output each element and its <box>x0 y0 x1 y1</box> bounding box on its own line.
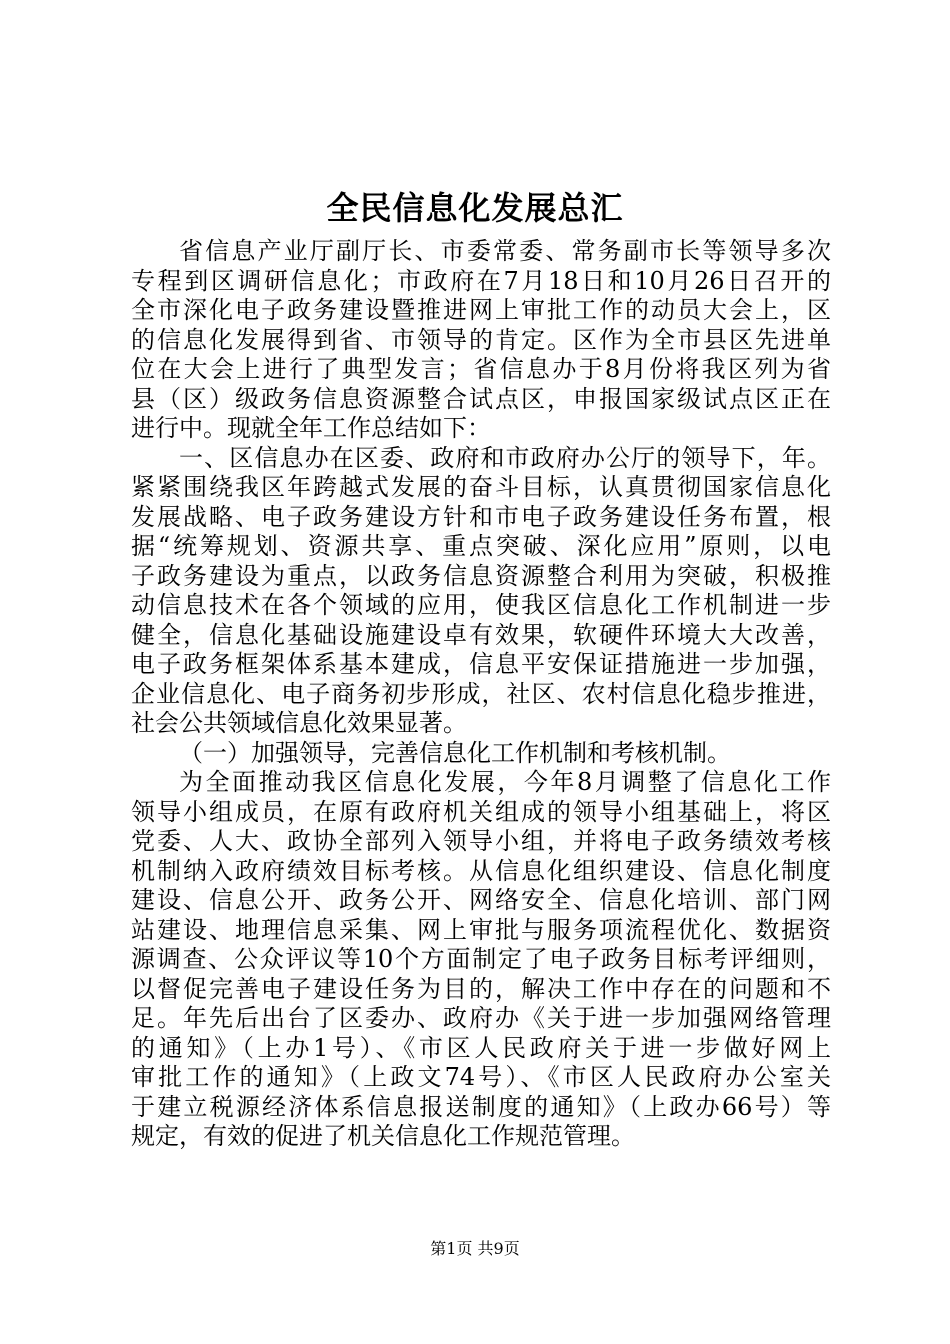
paragraph-line: 健全，信息化基础设施建设卓有效果，软硬件环境大大改善， <box>131 621 831 649</box>
paragraph-line: 县（区）级政务信息资源整合试点区，申报国家级试点区正在 <box>131 385 831 413</box>
paragraph-line: 进行中。现就全年工作总结如下： <box>131 414 491 442</box>
section-heading: （一）加强领导，完善信息化工作机制和考核机制。 <box>179 739 731 767</box>
paragraph-line: 发展战略、电子政务建设方针和市电子政务建设任务布置，根 <box>131 503 831 531</box>
paragraph-line: 一、区信息办在区委、政府和市政府办公厅的领导下，年。 <box>179 444 831 472</box>
paragraph-line: 省信息产业厅副厅长、市委常委、常务副市长等领导多次 <box>179 237 831 265</box>
paragraph-line: 企业信息化、电子商务初步形成，社区、农村信息化稳步推进， <box>131 680 831 708</box>
paragraph-line: 动信息技术在各个领域的应用，使我区信息化工作机制进一步 <box>131 591 831 619</box>
paragraph-line: 据“统筹规划、资源共享、重点突破、深化应用”原则，以电 <box>131 532 831 560</box>
paragraph-line: 足。年先后出台了区委办、政府办《关于进一步加强网络管理 <box>131 1004 831 1032</box>
paragraph-line: 源调查、公众评议等10个方面制定了电子政务目标考评细则， <box>131 945 831 973</box>
paragraph-line: 子政务建设为重点，以政务信息资源整合利用为突破，积极推 <box>131 562 831 590</box>
paragraph-line: 规定，有效的促进了机关信息化工作规范管理。 <box>131 1122 635 1150</box>
paragraph-line: 专程到区调研信息化；市政府在7月18日和10月26日召开的 <box>131 267 831 295</box>
paragraph-line: 全市深化电子政务建设暨推进网上审批工作的动员大会上，区 <box>131 296 831 324</box>
paragraph-line: 的通知》（上办1号）、《市区人民政府关于进一步做好网上 <box>131 1034 831 1062</box>
paragraph-line: 审批工作的通知》（上政文74号）、《市区人民政府办公室关 <box>131 1063 831 1091</box>
page-number-footer: 第1页 共9页 <box>430 1239 520 1258</box>
paragraph-line: 为全面推动我区信息化发展，今年8月调整了信息化工作 <box>179 768 831 796</box>
paragraph-line: 站建设、地理信息采集、网上审批与服务项流程优化、数据资 <box>131 916 831 944</box>
paragraph-line: 位在大会上进行了典型发言；省信息办于8月份将我区列为省 <box>131 355 831 383</box>
paragraph-line: 电子政务框架体系基本建成，信息平安保证措施进一步加强， <box>131 650 831 678</box>
document-title: 全民信息化发展总汇 <box>326 189 624 227</box>
paragraph-line: 以督促完善电子建设任务为目的，解决工作中存在的问题和不 <box>131 975 831 1003</box>
paragraph-line: 紧紧围绕我区年跨越式发展的奋斗目标，认真贯彻国家信息化 <box>131 473 831 501</box>
paragraph-line: 的信息化发展得到省、市领导的肯定。区作为全市县区先进单 <box>131 326 831 354</box>
paragraph-line: 领导小组成员，在原有政府机关组成的领导小组基础上，将区 <box>131 798 831 826</box>
paragraph-line: 社会公共领域信息化效果显著。 <box>131 709 467 737</box>
paragraph-line: 机制纳入政府绩效目标考核。从信息化组织建设、信息化制度 <box>131 857 831 885</box>
paragraph-line: 建设、信息公开、政务公开、网络安全、信息化培训、部门网 <box>131 886 831 914</box>
paragraph-line: 党委、人大、政协全部列入领导小组，并将电子政务绩效考核 <box>131 827 831 855</box>
paragraph-line: 于建立税源经济体系信息报送制度的通知》（上政办66号）等 <box>131 1093 831 1121</box>
